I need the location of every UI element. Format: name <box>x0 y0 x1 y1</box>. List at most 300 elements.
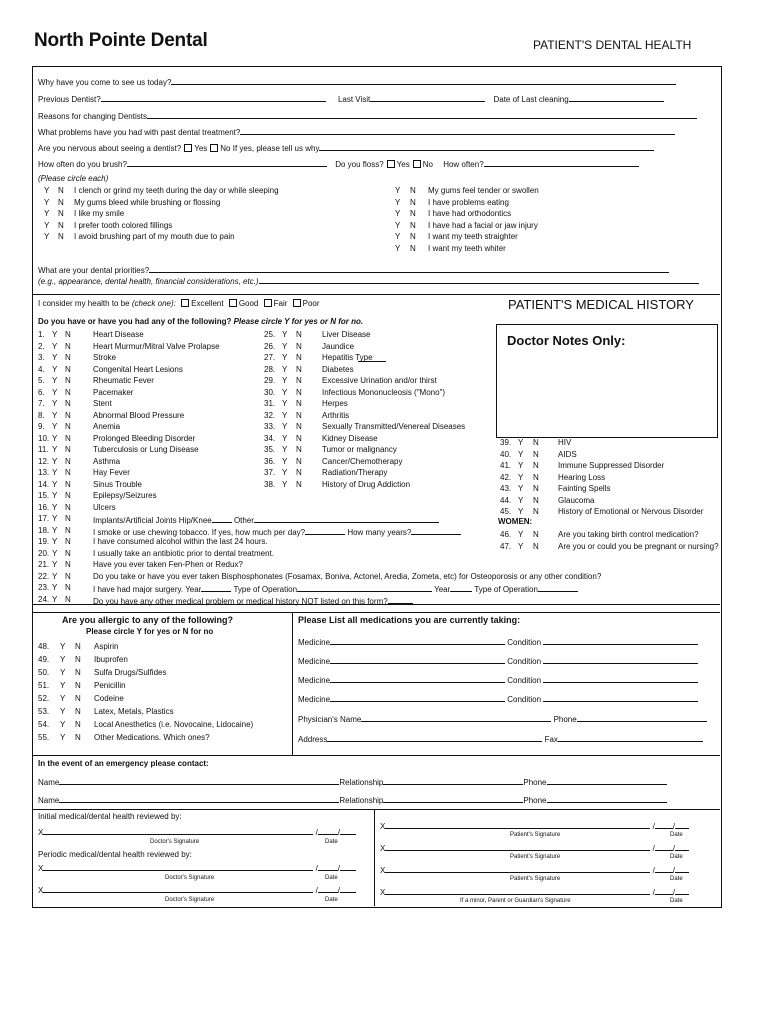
yes-option[interactable]: Y <box>52 571 58 581</box>
divider <box>32 294 720 295</box>
yes-option[interactable]: Y <box>52 525 58 535</box>
yes-option[interactable]: Y <box>52 422 58 431</box>
no-option[interactable]: N <box>296 364 302 374</box>
item-number: 54. <box>38 720 50 729</box>
no-option[interactable]: N <box>75 720 81 729</box>
item-number: 31. <box>264 399 276 408</box>
item-label: Diabetes <box>322 364 354 374</box>
no-option[interactable]: N <box>65 341 71 351</box>
item-label: Ulcers <box>93 502 116 512</box>
yes-option[interactable]: Y <box>60 668 66 677</box>
yes-option[interactable]: Y <box>52 491 58 500</box>
item-label: Anemia <box>93 422 121 431</box>
no-option[interactable]: N <box>410 197 416 207</box>
no-option[interactable]: N <box>75 681 81 690</box>
item-number: 39. <box>500 438 512 447</box>
no-option[interactable]: N <box>65 445 71 454</box>
item-number: 13. <box>38 468 50 477</box>
item-number: 1. <box>38 330 45 339</box>
item-label: I avoid brushing part of my mouth due to pain <box>74 232 235 241</box>
no-option[interactable]: N <box>533 461 539 470</box>
item-number: 55. <box>38 733 50 742</box>
yes-option[interactable]: Y <box>52 502 58 512</box>
item-label: Immune Suppressed Disorder <box>558 461 665 470</box>
yes-option[interactable]: Y <box>52 364 58 374</box>
item-number: 24. <box>38 594 50 604</box>
no-option[interactable]: N <box>296 341 302 351</box>
yes-option[interactable]: Y <box>52 399 58 408</box>
yes-option[interactable]: Y <box>518 484 524 493</box>
yes-option[interactable]: Y <box>282 353 288 362</box>
yes-option[interactable]: Y <box>395 220 401 230</box>
yes-option[interactable]: Y <box>518 541 524 551</box>
patient-signature-line[interactable]: X / / <box>380 842 689 854</box>
item-number: 3. <box>38 353 45 362</box>
no-option[interactable]: N <box>58 220 64 230</box>
yes-option[interactable]: Y <box>282 330 288 339</box>
periodic-review-sig-1[interactable]: X / / <box>38 862 356 874</box>
yes-option[interactable]: Y <box>282 410 288 420</box>
item-number: 45. <box>500 507 512 516</box>
no-option[interactable]: N <box>296 399 302 408</box>
item-number: 30. <box>264 387 276 397</box>
date-caption: Date <box>670 876 683 882</box>
doctor-notes-box[interactable] <box>496 324 718 438</box>
yes-option[interactable]: Y <box>282 445 288 454</box>
yes-option[interactable]: Y <box>60 681 66 690</box>
emergency-row-2: Name Relationship Phone <box>38 794 667 806</box>
yes-option[interactable]: Y <box>60 694 66 703</box>
yes-option[interactable]: Y <box>282 468 288 477</box>
item-label: Abnormal Blood Pressure <box>93 410 185 420</box>
item-label: Sinus Trouble <box>93 479 142 489</box>
allergy-instr: Please circle Y for yes or N for no <box>86 627 214 636</box>
no-option[interactable]: N <box>533 541 539 551</box>
q-reasons-changing: Reasons for changing Dentists <box>38 110 697 122</box>
no-option[interactable]: N <box>533 484 539 493</box>
item-label: Do you take or have you ever taken Bisphosphonates (Fosamax, Boniva, Actonel, Aredia, Zometa, etc) for Osteoporosis or any other condition? <box>93 571 602 581</box>
no-option[interactable]: N <box>65 571 71 581</box>
yes-option[interactable]: Y <box>395 186 401 195</box>
no-option[interactable]: N <box>75 642 81 651</box>
item-label: Heart Disease <box>93 330 144 339</box>
item-label: Implants/Artificial Joints Hip/Knee Other <box>93 514 439 526</box>
yes-option[interactable]: Y <box>44 220 50 230</box>
yes-option[interactable]: Y <box>52 456 58 466</box>
yes-option[interactable]: Y <box>395 243 401 253</box>
yes-option[interactable]: Y <box>44 197 50 207</box>
no-option[interactable]: N <box>65 525 71 535</box>
item-number: 4. <box>38 364 45 374</box>
no-option[interactable]: N <box>65 433 71 443</box>
health-good-checkbox[interactable] <box>229 299 237 307</box>
item-label: Penicillin <box>94 681 126 690</box>
yes-option[interactable]: Y <box>44 232 50 241</box>
no-option[interactable]: N <box>65 399 71 408</box>
item-label: I usually take an antibiotic prior to dental treatment. <box>93 548 274 558</box>
no-option[interactable]: N <box>75 655 81 664</box>
date-caption: Date <box>670 898 683 904</box>
yes-option[interactable]: Y <box>282 479 288 489</box>
item-number: 27. <box>264 353 276 362</box>
health-fair-checkbox[interactable] <box>264 299 272 307</box>
no-option[interactable]: N <box>410 186 416 195</box>
no-option[interactable]: N <box>58 232 64 241</box>
yes-option[interactable]: Y <box>395 209 401 218</box>
item-label: My gums feel tender or swollen <box>428 186 539 195</box>
item-label: I smoke or use chewing tobacco. If yes, how much per day? How many years? <box>93 526 461 538</box>
item-label: Sexually Transmitted/Venereal Diseases <box>322 422 466 431</box>
item-number: 16. <box>38 502 50 512</box>
item-label: Have you ever taken Fen-Phen or Redux? <box>93 560 243 569</box>
q-problems: What problems have you had with past dental treatment? <box>38 126 675 138</box>
item-label: Are you or could you be pregnant or nursing? <box>558 541 719 551</box>
item-label: History of Emotional or Nervous Disorder <box>558 507 704 516</box>
divider <box>32 612 720 613</box>
yes-option[interactable]: Y <box>60 733 66 742</box>
patient-signature-line[interactable]: X / / <box>380 864 689 876</box>
no-option[interactable]: N <box>65 387 71 397</box>
yes-option[interactable]: Y <box>52 330 58 339</box>
yes-option[interactable]: Y <box>282 456 288 466</box>
no-option[interactable]: N <box>296 387 302 397</box>
periodic-review-sig-2[interactable]: X / / <box>38 884 356 896</box>
item-number: 14. <box>38 479 50 489</box>
item-label: I have had a facial or jaw injury <box>428 220 538 230</box>
q-prev-dentist: Previous Dentist? Last Visit Date of Last cleaning <box>38 93 664 105</box>
item-number: 12. <box>38 456 50 466</box>
item-number: 38. <box>264 479 276 489</box>
yes-option[interactable]: Y <box>518 530 524 539</box>
item-number: 36. <box>264 456 276 466</box>
address-line: Address Fax <box>298 733 703 745</box>
no-option[interactable]: N <box>58 186 64 195</box>
yes-option[interactable]: Y <box>52 560 58 569</box>
no-option[interactable]: N <box>296 479 302 489</box>
item-number: 52. <box>38 694 50 703</box>
no-option[interactable]: N <box>75 733 81 742</box>
item-label: Arthritis <box>322 410 350 420</box>
no-option[interactable]: N <box>58 197 64 207</box>
item-number: 50. <box>38 668 50 677</box>
yes-option[interactable]: Y <box>518 461 524 470</box>
no-option[interactable]: N <box>65 468 71 477</box>
yes-option[interactable]: Y <box>52 433 58 443</box>
item-number: 48. <box>38 642 50 651</box>
yes-option[interactable]: Y <box>60 655 66 664</box>
item-number: 37. <box>264 468 276 477</box>
yes-option[interactable]: Y <box>52 537 58 546</box>
no-option[interactable]: N <box>65 376 71 385</box>
yes-option[interactable]: Y <box>52 387 58 397</box>
signature-caption: Patient's Signature <box>510 832 561 838</box>
item-number: 22. <box>38 571 50 581</box>
item-number: 15. <box>38 491 50 500</box>
no-option[interactable]: N <box>65 330 71 339</box>
no-option[interactable]: N <box>65 491 71 500</box>
no-option[interactable]: N <box>65 479 71 489</box>
item-number: 23. <box>38 583 50 592</box>
medical-history-title: PATIENT'S MEDICAL HISTORY <box>508 297 694 312</box>
item-label: Rheumatic Fever <box>93 376 154 385</box>
no-option[interactable]: N <box>75 707 81 716</box>
item-label: Pacemaker <box>93 387 134 397</box>
hepatitis-type-line[interactable] <box>358 353 386 362</box>
health-poor-checkbox[interactable] <box>293 299 301 307</box>
yes-option[interactable]: Y <box>282 433 288 443</box>
no-option[interactable]: N <box>296 468 302 477</box>
yes-option[interactable]: Y <box>52 341 58 351</box>
yes-option[interactable]: Y <box>52 353 58 362</box>
item-number: 53. <box>38 707 50 716</box>
date-caption: Date <box>325 875 338 881</box>
no-option[interactable]: N <box>296 376 302 385</box>
medicine-line[interactable]: Medicine Condition <box>298 674 698 686</box>
health-excellent-checkbox[interactable] <box>181 299 189 307</box>
item-label: Aspirin <box>94 642 119 651</box>
q-reason: Why have you come to see us today? <box>38 76 676 88</box>
item-label: Asthma <box>93 456 121 466</box>
medical-question: Do you have or have you had any of the following? Please circle Y for yes or N for no. <box>38 317 364 326</box>
item-label: HIV <box>558 438 572 447</box>
no-option[interactable]: N <box>65 548 71 558</box>
floss-yes-checkbox[interactable] <box>387 160 395 168</box>
item-label: Hearing Loss <box>558 472 606 482</box>
no-option[interactable]: N <box>75 668 81 677</box>
item-number: 32. <box>264 410 276 420</box>
item-number: 8. <box>38 410 45 420</box>
date-caption: Date <box>670 854 683 860</box>
item-number: 28. <box>264 364 276 374</box>
item-number: 25. <box>264 330 276 339</box>
item-number: 33. <box>264 422 276 431</box>
item-number: 2. <box>38 341 45 351</box>
item-label: I prefer tooth colored fillings <box>74 220 173 230</box>
item-number: 29. <box>264 376 276 385</box>
no-option[interactable]: N <box>65 410 71 420</box>
no-option[interactable]: N <box>65 353 71 362</box>
no-option[interactable]: N <box>296 445 302 454</box>
medicine-line[interactable]: Medicine Condition <box>298 636 698 648</box>
doctor-sig-caption: Doctor's Signature <box>150 839 200 845</box>
item-label: Liver Disease <box>322 330 371 339</box>
item-label: I like my smile <box>74 209 125 218</box>
yes-option[interactable]: Y <box>44 186 50 195</box>
yes-option[interactable]: Y <box>52 594 58 604</box>
item-number: 17. <box>38 514 50 523</box>
no-option[interactable]: N <box>65 583 71 592</box>
item-number: 42. <box>500 472 512 482</box>
yes-option[interactable]: Y <box>60 707 66 716</box>
patient-signature-line[interactable]: X / / <box>380 886 689 898</box>
item-number: 35. <box>264 445 276 454</box>
form-title: PATIENT'S DENTAL HEALTH <box>533 38 692 52</box>
no-option[interactable]: N <box>533 530 539 539</box>
yes-option[interactable]: Y <box>60 720 66 729</box>
yes-option[interactable]: Y <box>518 449 524 459</box>
initial-review-label: Initial medical/dental health reviewed by: <box>38 812 182 821</box>
item-label: I have consumed alcohol within the last 24 hours. <box>93 537 268 546</box>
no-option[interactable]: N <box>296 433 302 443</box>
no-option[interactable]: N <box>533 472 539 482</box>
item-label: AIDS <box>558 449 577 459</box>
yes-option[interactable]: Y <box>518 507 524 516</box>
no-option[interactable]: N <box>410 243 416 253</box>
item-label: Radiation/Therapy <box>322 468 388 477</box>
no-option[interactable]: N <box>296 410 302 420</box>
item-label: Do you have any other medical problem or medical history NOT listed on this form? <box>93 595 413 607</box>
medicine-line[interactable]: Medicine Condition <box>298 693 698 705</box>
item-label: Fainting Spells <box>558 484 611 493</box>
item-number: 18. <box>38 525 50 535</box>
item-label: Latex, Metals, Plastics <box>94 707 174 716</box>
no-option[interactable]: N <box>533 507 539 516</box>
floss-no-checkbox[interactable] <box>413 160 421 168</box>
no-option[interactable]: N <box>533 438 539 447</box>
yes-option[interactable]: Y <box>52 583 58 592</box>
item-label: Sulfa Drugs/Sulfides <box>94 668 167 677</box>
signature-caption: Patient's Signature <box>510 876 561 882</box>
yes-option[interactable]: Y <box>518 495 524 505</box>
item-label: Glaucoma <box>558 495 595 505</box>
item-label: Codeine <box>94 694 124 703</box>
women-label: WOMEN: <box>498 517 533 526</box>
signature-caption: Patient's Signature <box>510 854 561 860</box>
yes-option[interactable]: Y <box>60 642 66 651</box>
yes-option[interactable]: Y <box>52 479 58 489</box>
item-label: Kidney Disease <box>322 433 378 443</box>
item-number: 26. <box>264 341 276 351</box>
item-number: 10. <box>38 433 50 443</box>
item-number: 44. <box>500 495 512 505</box>
item-number: 9. <box>38 422 45 431</box>
item-label: Infectious Mononucleosis ("Mono") <box>322 387 446 397</box>
no-option[interactable]: N <box>410 232 416 241</box>
no-option[interactable]: N <box>75 694 81 703</box>
yes-option[interactable]: Y <box>518 472 524 482</box>
item-label: Heart Murmur/Mitral Valve Prolapse <box>93 341 220 351</box>
item-label: I have problems eating <box>428 197 509 207</box>
item-number: 40. <box>500 449 512 459</box>
date-caption: Date <box>325 897 338 903</box>
q-brush: How often do you brush? Do you floss? Yes No How often? <box>38 158 639 170</box>
yes-option[interactable]: Y <box>282 399 288 408</box>
item-number: 6. <box>38 387 45 397</box>
patient-signature-line[interactable]: X / / <box>380 820 689 832</box>
item-label: History of Drug Addiction <box>322 479 411 489</box>
yes-option[interactable]: Y <box>518 438 524 447</box>
yes-option[interactable]: Y <box>282 364 288 374</box>
yes-option[interactable]: Y <box>282 422 288 431</box>
no-option[interactable]: N <box>65 514 71 523</box>
item-label: My gums bleed while brushing or flossing <box>74 197 221 207</box>
item-number: 20. <box>38 548 50 558</box>
yes-option[interactable]: Y <box>282 376 288 385</box>
no-option[interactable]: N <box>58 209 64 218</box>
circle-each-label: (Please circle each) <box>38 174 109 183</box>
divider <box>32 755 720 756</box>
allergy-title: Are you allergic to any of the following? <box>62 615 234 625</box>
yes-option[interactable]: Y <box>395 232 401 241</box>
item-label: I want my teeth straighter <box>428 232 518 241</box>
yes-option[interactable]: Y <box>52 468 58 477</box>
item-label: Jaundice <box>322 341 355 351</box>
no-option[interactable]: N <box>533 495 539 505</box>
item-label: Tumor or malignancy <box>322 445 397 454</box>
no-option[interactable]: N <box>65 364 71 374</box>
no-option[interactable]: N <box>65 456 71 466</box>
item-number: 41. <box>500 461 512 470</box>
item-label: Prolonged Bleeding Disorder <box>93 433 196 443</box>
divider <box>374 809 375 906</box>
item-label: Epilepsy/Seizures <box>93 491 157 500</box>
medicine-line[interactable]: Medicine Condition <box>298 655 698 667</box>
yes-option[interactable]: Y <box>52 376 58 385</box>
divider <box>32 604 720 605</box>
item-label: Herpes <box>322 399 348 408</box>
item-number: 21. <box>38 560 50 569</box>
date-caption: Date <box>670 832 683 838</box>
medications-title: Please List all medications you are currently taking: <box>298 615 521 625</box>
no-option[interactable]: N <box>65 594 71 604</box>
yes-option[interactable]: Y <box>52 445 58 454</box>
emergency-row-1: Name Relationship Phone <box>38 776 667 788</box>
nervous-no-checkbox[interactable] <box>210 144 218 152</box>
item-label: Excessive Urination and/or thirst <box>322 376 437 385</box>
no-option[interactable]: N <box>65 422 71 431</box>
no-option[interactable]: N <box>65 502 71 512</box>
no-option[interactable]: N <box>410 220 416 230</box>
item-label: Tuberculosis or Lung Disease <box>93 445 199 454</box>
no-option[interactable]: N <box>410 209 416 218</box>
no-option[interactable]: N <box>296 330 302 339</box>
item-label: Are you taking birth control medication? <box>558 530 699 539</box>
doctor-notes-label: Doctor Notes Only: <box>507 333 626 348</box>
q-priorities-eg: (e.g., appearance, dental health, financial considerations, etc.) <box>38 275 699 287</box>
item-label: Stroke <box>93 353 117 362</box>
initial-review-sig[interactable]: X / / <box>38 826 356 838</box>
no-option[interactable]: N <box>296 456 302 466</box>
item-label: I have had orthodontics <box>428 209 512 218</box>
item-number: 34. <box>264 433 276 443</box>
yes-option[interactable]: Y <box>282 341 288 351</box>
item-label: Local Anesthetics (i.e. Novocaine, Lidocaine) <box>94 720 254 729</box>
no-option[interactable]: N <box>296 422 302 431</box>
periodic-review-label: Periodic medical/dental health reviewed by: <box>38 850 192 859</box>
no-option[interactable]: N <box>296 353 302 362</box>
yes-option[interactable]: Y <box>282 387 288 397</box>
divider <box>292 612 293 755</box>
no-option[interactable]: N <box>65 537 71 546</box>
doctor-sig-caption: Doctor's Signature <box>165 897 215 903</box>
item-label: I want my teeth whiter <box>428 243 506 253</box>
yes-option[interactable]: Y <box>395 197 401 207</box>
yes-option[interactable]: Y <box>52 514 58 523</box>
no-option[interactable]: N <box>65 560 71 569</box>
item-number: 46. <box>500 530 512 539</box>
item-number: 7. <box>38 399 45 408</box>
emergency-title: In the event of an emergency please contact: <box>38 759 209 768</box>
no-option[interactable]: N <box>533 449 539 459</box>
item-label: Other Medications. Which ones? <box>94 733 210 742</box>
yes-option[interactable]: Y <box>44 209 50 218</box>
q-nervous: Are you nervous about seeing a dentist? Yes No If yes, please tell us why <box>38 142 654 154</box>
item-label: Congenital Heart Lesions <box>93 364 183 374</box>
yes-option[interactable]: Y <box>52 548 58 558</box>
yes-option[interactable]: Y <box>52 410 58 420</box>
nervous-yes-checkbox[interactable] <box>184 144 192 152</box>
item-label: Hay Fever <box>93 468 130 477</box>
